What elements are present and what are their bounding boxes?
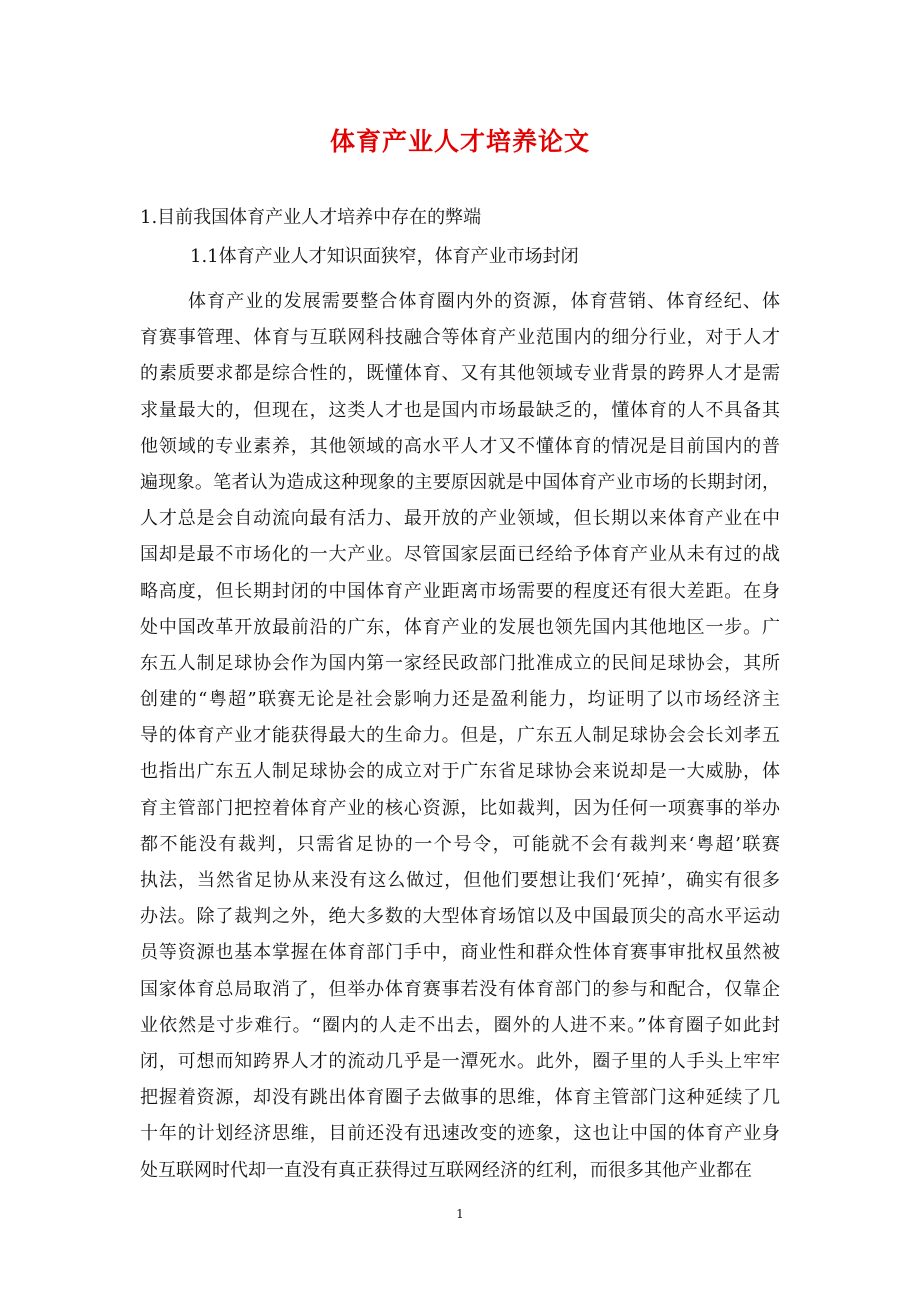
paragraph-line: 遍现象。笔者认为造成这种现象的主要原因就是中国体育产业市场的长期封闭， (140, 471, 780, 493)
paragraph-line: 国家体育总局取消了，但举办体育赛事若没有体育部门的参与和配合，仅靠企 (140, 978, 780, 1000)
document-title: 体育产业人才培养论文 (329, 127, 590, 156)
paragraph-line: 处互联网时代却一直没有真正获得过互联网经济的红利，而很多其他产业都在 (140, 1159, 752, 1181)
paragraph-line: 体育产业的发展需要整合体育圈内外的资源，体育营销、体育经纪、体 (188, 291, 780, 312)
paragraph-line: 办法。除了裁判之外，绝大多数的大型体育场馆以及中国最顶尖的高水平运动 (140, 906, 780, 928)
paragraph-line: 求量最大的，但现在，这类人才也是国内市场最缺乏的，懂体育的人不具备其 (140, 399, 780, 421)
subsection-heading: 1.1体育产业人才知识面狭窄，体育产业市场封闭 (190, 246, 579, 267)
paragraph-line: 员等资源也基本掌握在体育部门手中，商业性和群众性体育赛事审批权虽然被 (140, 942, 780, 964)
paragraph-line: 处中国改革开放最前沿的广东，体育产业的发展也领先国内其他地区一步。广 (140, 616, 780, 638)
paragraph-line: 他领域的专业素养，其他领域的高水平人才又不懂体育的情况是目前国内的普 (140, 435, 780, 457)
paragraph-line: 把握着资源，却没有跳出体育圈子去做事的思维，体育主管部门这种延续了几 (140, 1087, 780, 1109)
paragraph-line: 导的体育产业才能获得最大的生命力。但是，广东五人制足球协会会长刘孝五 (140, 725, 780, 747)
paragraph-line: 育主管部门把控着体育产业的核心资源，比如裁判，因为任何一项赛事的举办 (140, 797, 780, 819)
paragraph-line: 略高度，但长期封闭的中国体育产业距离市场需要的程度还有很大差距。在身 (140, 580, 780, 602)
paragraph-line: 人才总是会自动流向最有活力、最开放的产业领域，但长期以来体育产业在中 (140, 508, 780, 530)
paragraph-line: 创建的“粤超”联赛无论是社会影响力还是盈利能力，均证明了以市场经济主 (140, 689, 780, 711)
paragraph-line: 国却是最不市场化的一大产业。尽管国家层面已经给予体育产业从未有过的战 (140, 544, 780, 566)
paragraph-line: 育赛事管理、体育与互联网科技融合等体育产业范围内的细分行业，对于人才 (140, 327, 780, 349)
body-paragraph (140, 284, 780, 1189)
paragraph-line: 东五人制足球协会作为国内第一家经民政部门批准成立的民间足球协会，其所 (140, 652, 780, 674)
section-heading: 1.目前我国体育产业人才培养中存在的弊端 (140, 207, 482, 228)
paragraph-line: 都不能没有裁判，只需省足协的一个号令，可能就不会有裁判来‘粤超’联赛 (140, 833, 780, 855)
paragraph-line: 执法，当然省足协从来没有这么做过，但他们要想让我们‘死掉’，确实有很多 (140, 870, 780, 891)
page-number: 1 (456, 1207, 464, 1221)
paragraph-line: 的素质要求都是综合性的，既懂体育、又有其他领域专业背景的跨界人才是需 (140, 363, 780, 385)
paragraph-line: 业依然是寸步难行。“圈内的人走不出去，圈外的人进不来。”体育圈子如此封 (140, 1014, 780, 1036)
paragraph-line: 闭，可想而知跨界人才的流动几乎是一潭死水。此外，圈子里的人手头上牢牢 (140, 1050, 780, 1072)
paragraph-line: 也指出广东五人制足球协会的成立对于广东省足球协会来说却是一大威胁，体 (140, 761, 780, 783)
paragraph-line: 十年的计划经济思维，目前还没有迅速改变的迹象，这也让中国的体育产业身 (140, 1123, 780, 1145)
